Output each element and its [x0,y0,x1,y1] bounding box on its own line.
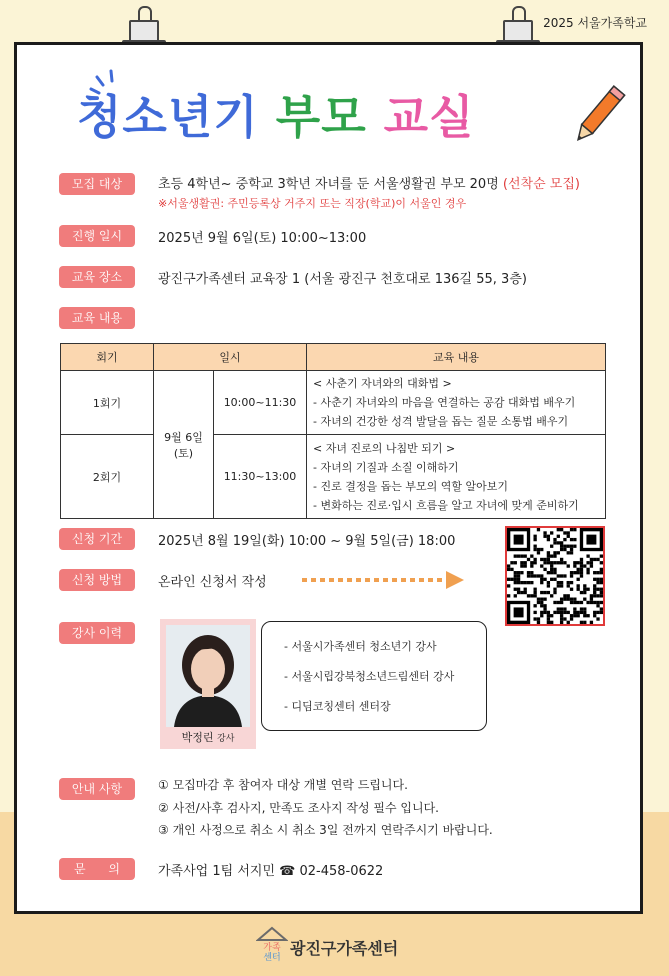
logo-text-1: 가족 [263,943,281,953]
place-text: 광진구가족센터 교육장 1 (서울 광진구 천호대로 136길 55, 3층) [158,272,527,287]
instructor-name: 박정린 [181,731,214,744]
target-text [158,173,580,192]
topic-item: - 사춘기 자녀와의 마음을 연결하는 공감 대화법 배우기 [313,396,576,409]
target-sub: ※서울생활권: 주민등록상 거주지 또는 직장(학교)이 서울인 경우 [158,197,467,210]
period-text: 2025년 8월 19일(화) 10:00 ~ 9월 5일(금) 18:00 [158,534,456,549]
label-target: 모집 대상 [59,173,135,195]
label-contact: 문 의 [59,858,135,880]
notice-item: ③ 개인 사정으로 취소 시 취소 3일 전까지 연락주시기 바랍니다. [158,823,493,837]
title-part-3: 교실 [383,90,475,144]
time-cell: 11:30~13:00 [214,435,307,519]
bio-item: - 서울시가족센터 청소년기 강사 [284,640,437,653]
content-cell [307,371,606,435]
date-cell-line-1: 9월 6일 [164,430,203,444]
topic-item: - 진로 결정을 돕는 부모의 역할 알아보기 [313,479,508,493]
pencil-icon [569,81,627,151]
topic-title: < 자녀 진로의 나침반 되기 > [313,441,456,455]
qr-code[interactable] [505,526,605,626]
topic-title: < 사춘기 자녀와의 대화법 > [313,377,452,390]
label-period: 신청 기간 [59,528,135,550]
instructor-bio [261,621,487,731]
poster-title [77,81,475,147]
topic-item: - 변화하는 진로·입시 흐름을 알고 자녀에 맞게 준비하기 [313,498,579,512]
footer-org-name: 광진구가족센터 [290,939,399,958]
bio-item: - 서울시립강북청소년드림센터 강사 [284,670,455,683]
title-part-1: 청소년기 [77,90,259,144]
poster-paper [14,42,643,914]
table-header-date: 일시 [154,344,307,371]
method-text: 온라인 신청서 작성 [158,575,267,590]
contact-text: 가족사업 1팀 서지민 ☎ 02-458-0622 [158,864,384,879]
label-place: 교육 장소 [59,266,135,288]
label-notice: 안내 사항 [59,778,135,800]
target-note: (선착순 모집) [502,177,580,192]
family-center-logo-icon [256,926,288,962]
arrow-right-icon [300,569,466,591]
notice-item: ① 모집마감 후 참여자 대상 개별 연락 드립니다. [158,778,408,792]
label-content: 교육 내용 [59,307,135,329]
bio-item: - 디딤코칭센터 센터장 [284,700,391,713]
topic-item: - 자녀의 건강한 성격 발달을 돕는 질문 소통법 배우기 [313,415,569,428]
table-header-content: 교육 내용 [307,344,606,371]
date-text: 2025년 9월 6일(토) 10:00~13:00 [158,231,367,246]
topic-item: - 자녀의 기질과 소질 이해하기 [313,460,459,474]
label-instructor: 강사 이력 [59,622,135,644]
table-header-session: 회기 [61,344,154,371]
label-date: 진행 일시 [59,225,135,247]
date-cell-line-2: (토) [173,446,194,460]
instructor-card [160,619,256,749]
content-cell [307,435,606,519]
session-cell: 2회기 [61,435,154,519]
instructor-photo [166,625,250,727]
time-cell: 10:00~11:30 [214,371,307,435]
table-row [61,371,606,435]
logo-text-2: 센터 [263,953,281,962]
top-tag: 2025 서울가족학교 [543,16,647,30]
instructor-title: 강사 [217,734,235,744]
label-method: 신청 방법 [59,569,135,591]
table-row [61,435,606,519]
instructor-name-line [160,729,256,745]
session-cell: 1회기 [61,371,154,435]
notice-item: ② 사전/사후 검사지, 만족도 조사지 작성 필수 입니다. [158,801,439,815]
date-cell [154,371,214,519]
title-part-2: 부모 [275,90,367,144]
target-main: 초등 4학년~ 중학교 3학년 자녀를 둔 서울생활권 부모 20명 [158,177,499,192]
schedule-table [60,343,606,519]
